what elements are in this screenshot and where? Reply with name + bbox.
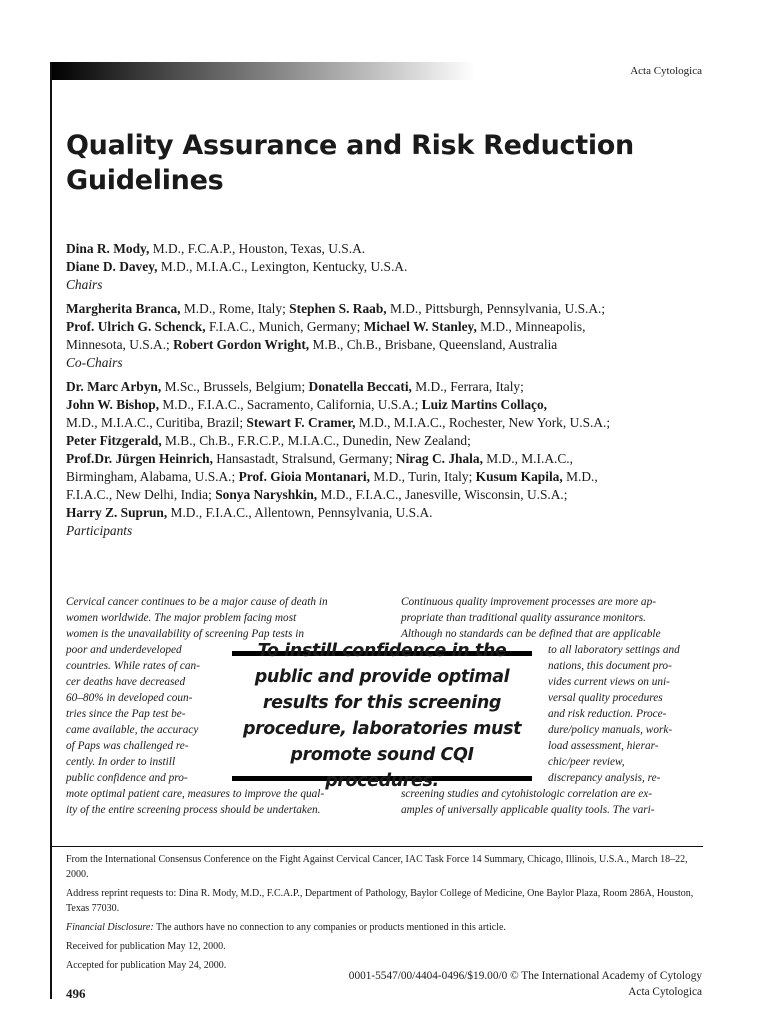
abstract-line: discrepancy analysis, re- <box>548 772 661 784</box>
disclosure-note <box>66 920 706 935</box>
pull-quote-text: To instill confidence in the public and provide optimal results for this screening procedure, laboratories must promote sound CQI procedures. <box>242 641 522 791</box>
author-affiliation: F.I.A.C., Munich, Germany; <box>205 319 364 334</box>
author-name: Stewart F. Cramer, <box>246 415 356 430</box>
author-name: Peter Fitzgerald, <box>66 433 162 448</box>
journal-name-header: Acta Cytologica <box>630 65 702 77</box>
author-group <box>66 378 716 540</box>
article-title: Quality Assurance and Risk Reduction Guidelines <box>66 130 634 196</box>
author-name: Nirag C. Jhala, <box>395 451 483 466</box>
author-affiliation: M.D., M.I.A.C., Curitiba, Brazil; <box>66 415 247 430</box>
abstract-line: women is the unavailability of screening Pap tests in <box>66 628 305 640</box>
author-role: Participants <box>66 523 133 538</box>
author-name: Sonya Naryshkin, <box>215 487 318 502</box>
author-affiliation: Hansastadt, Stralsund, Germany; <box>212 451 396 466</box>
page-margin-rule <box>50 62 52 999</box>
abstract-line: public confidence and pro- <box>66 772 188 784</box>
journal-name-footer: Acta Cytologica <box>628 986 702 998</box>
abstract-line: versal quality procedures <box>548 692 663 704</box>
reprint-note: Address reprint requests to: Dina R. Mody, M.D., F.C.A.P., Department of Pathology, Baylor College of Medicine, One Baylor Plaza, Room 286A, Houston, Texas 77030. <box>66 888 694 914</box>
abstract-line: mote optimal patient care, measures to improve the qual- <box>66 788 325 800</box>
author-name: Donatella Beccati, <box>308 379 412 394</box>
abstract-line: cer deaths have decreased <box>66 676 186 688</box>
author-affiliation: M.D., Pittsburgh, Pennsylvania, U.S.A.; <box>386 301 606 316</box>
author-group <box>66 240 716 294</box>
abstract-line: women worldwide. The major problem facing most <box>66 612 297 624</box>
author-name: John W. Bishop, <box>66 397 160 412</box>
author-name: Prof. Ulrich G. Schenck, <box>66 319 206 334</box>
author-affiliation: M.D., <box>562 469 598 484</box>
author-name: Margherita Branca, <box>66 301 181 316</box>
author-name: Prof. Gioia Montanari, <box>238 469 370 484</box>
pull-quote <box>232 641 532 791</box>
abstract-line: came available, the accuracy <box>66 724 199 736</box>
received-note: Received for publication May 12, 2000. <box>66 941 226 952</box>
accepted-note: Accepted for publication May 24, 2000. <box>66 960 227 971</box>
abstract-line: dure/policy manuals, work- <box>548 724 673 736</box>
author-affiliation: M.Sc., Brussels, Belgium; <box>161 379 309 394</box>
abstract-line: cently. In order to instill <box>66 756 176 768</box>
disclosure-label: Financial Disclosure: <box>66 922 154 933</box>
author-name: Kusum Kapila, <box>475 469 563 484</box>
author-affiliation: M.D., F.C.A.P., Houston, Texas, U.S.A. <box>149 241 366 256</box>
author-name: Diane D. Davey, <box>66 259 158 274</box>
disclosure-text: The authors have no connection to any companies or products mentioned in this article. <box>153 922 506 933</box>
author-affiliation: M.D., Minneapolis, <box>476 319 586 334</box>
abstract-line: of Paps was challenged re- <box>66 740 189 752</box>
author-affiliation: M.D., M.I.A.C., <box>482 451 573 466</box>
copyright-line: 0001-5547/00/4404-0496/$19.00/0 © The International Academy of Cytology <box>348 970 702 982</box>
author-name: Robert Gordon Wright, <box>173 337 310 352</box>
author-name: Dr. Marc Arbyn, <box>66 379 162 394</box>
abstract-line: tries since the Pap test be- <box>66 708 186 720</box>
abstract-line: Cervical cancer continues to be a major cause of death in <box>66 596 328 608</box>
abstract-line: nations, this document pro- <box>548 660 672 672</box>
author-affiliation: F.I.A.C., New Delhi, India; <box>66 487 216 502</box>
author-group <box>66 300 716 372</box>
abstract-line: chic/peer review, <box>548 756 625 768</box>
author-affiliation: M.B., Ch.B., Brisbane, Queensland, Australia <box>309 337 558 352</box>
author-affiliation: M.D., M.I.A.C., Lexington, Kentucky, U.S.A. <box>157 259 408 274</box>
page-number: 496 <box>66 986 86 1001</box>
abstract-line: propriate than traditional quality assurance monitors. <box>401 612 646 624</box>
author-name: Harry Z. Suprun, <box>66 505 168 520</box>
author-role: Co-Chairs <box>66 355 123 370</box>
author-affiliation: M.D., F.I.A.C., Janesville, Wisconsin, U.S.A.; <box>317 487 568 502</box>
header-gradient-bar <box>50 62 475 80</box>
author-affiliation: M.B., Ch.B., F.R.C.P., M.I.A.C., Dunedin, New Zealand; <box>161 433 471 448</box>
abstract-line: load assessment, hierar- <box>548 740 659 752</box>
abstract-line: Although no standards can be defined that are applicable <box>401 628 661 640</box>
abstract-line: vides current views on uni- <box>548 676 670 688</box>
abstract-line: to all laboratory settings and <box>548 644 680 656</box>
author-affiliation: M.D., Ferrara, Italy; <box>411 379 524 394</box>
author-role: Chairs <box>66 277 103 292</box>
author-affiliation: M.D., Rome, Italy; <box>180 301 290 316</box>
author-name: Stephen S. Raab, <box>289 301 387 316</box>
author-name: Luiz Martins Collaço, <box>421 397 548 412</box>
abstract-line: poor and underdeveloped <box>66 644 182 656</box>
abstract-line: 60–80% in developed coun- <box>66 692 193 704</box>
abstract-line: amples of universally applicable quality tools. The vari- <box>401 804 655 816</box>
author-affiliation: M.D., Turin, Italy; <box>370 469 476 484</box>
author-affiliation: M.D., F.I.A.C., Sacramento, California, U.S.A.; <box>159 397 422 412</box>
author-name: Dina R. Mody, <box>66 241 150 256</box>
author-affiliation: Minnesota, U.S.A.; <box>66 337 174 352</box>
author-affiliation: Birmingham, Alabama, U.S.A.; <box>66 469 239 484</box>
author-list <box>66 240 716 546</box>
author-name: Michael W. Stanley, <box>363 319 477 334</box>
footnotes <box>66 852 706 977</box>
abstract-line: countries. While rates of can- <box>66 660 200 672</box>
source-note: From the International Consensus Conference on the Fight Against Cervical Cancer, IAC Task Force 14 Summary, Chicago, Illinois, U.S.A., March 18–22, 2000. <box>66 854 688 880</box>
author-affiliation: M.D., M.I.A.C., Rochester, New York, U.S.A.; <box>355 415 611 430</box>
abstract-line: screening studies and cytohistologic correlation are ex- <box>401 788 652 800</box>
author-name: Prof.Dr. Jürgen Heinrich, <box>66 451 213 466</box>
footnote-rule <box>50 846 703 847</box>
author-affiliation: M.D., F.I.A.C., Allentown, Pennsylvania, U.S.A. <box>167 505 433 520</box>
abstract-line: and risk reduction. Proce- <box>548 708 667 720</box>
abstract-line: Continuous quality improvement processes are more ap- <box>401 596 656 608</box>
abstract-line: ity of the entire screening process should be undertaken. <box>66 804 321 816</box>
